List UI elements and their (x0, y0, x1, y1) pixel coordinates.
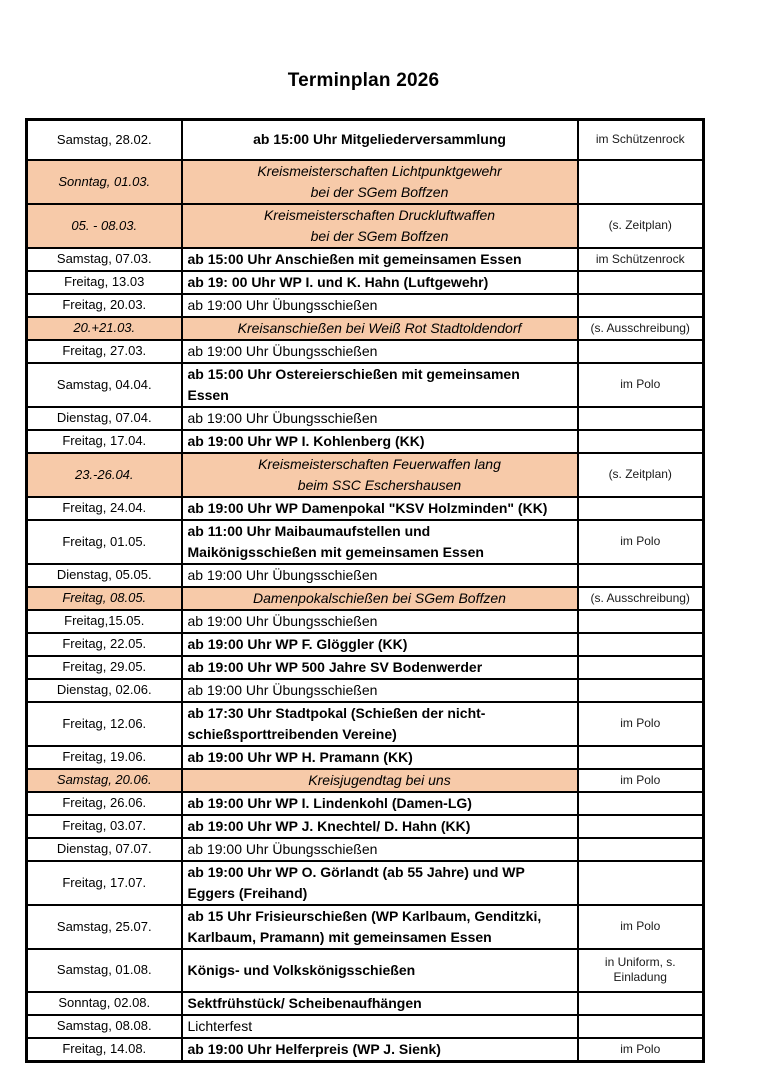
event-line: Kreismeisterschaften Feuerwaffen lang (258, 455, 501, 472)
table-row (27, 1038, 704, 1062)
table-row (27, 160, 704, 204)
note-line: (s. Ausschreibung) (590, 320, 690, 335)
event-cell (182, 248, 578, 271)
table-row (27, 610, 704, 633)
note-cell (578, 702, 704, 746)
event-line: ab 19:00 Uhr WP H. Pramann (KK) (187, 748, 413, 765)
note-cell (578, 746, 704, 769)
note-cell (578, 838, 704, 861)
event-cell (182, 792, 578, 815)
event-cell (182, 587, 578, 610)
date-cell: Samstag, 01.08. (27, 949, 182, 992)
table-row (27, 564, 704, 587)
terminplan-rows (27, 120, 704, 1062)
event-cell (182, 317, 578, 340)
note-cell (578, 160, 704, 204)
event-cell (182, 861, 578, 905)
note-cell (578, 905, 704, 949)
table-row (27, 702, 704, 746)
table-row (27, 769, 704, 792)
note-line: im Schützenrock (595, 251, 685, 266)
event-line: beim SSC Eschershausen (297, 476, 462, 493)
event-cell (182, 564, 578, 587)
event-cell (182, 769, 578, 792)
table-row (27, 815, 704, 838)
event-cell (182, 497, 578, 520)
event-line: ab 19:00 Uhr Übungsschießen (187, 840, 378, 857)
note-cell (578, 363, 704, 407)
note-cell (578, 587, 704, 610)
date-cell: Freitag, 01.05. (27, 520, 182, 564)
date-cell: Freitag, 22.05. (27, 633, 182, 656)
date-cell: Freitag, 17.07. (27, 861, 182, 905)
date-cell: 05. - 08.03. (27, 204, 182, 248)
date-cell: Freitag, 20.03. (27, 294, 182, 317)
event-cell (182, 905, 578, 949)
event-line: ab 19:00 Uhr WP O. Görlandt (ab 55 Jahre) und WP (187, 863, 525, 880)
event-cell (182, 610, 578, 633)
event-line: Maikönigsschießen mit gemeinsamen Essen (187, 543, 484, 560)
date-cell: Dienstag, 05.05. (27, 564, 182, 587)
date-cell: Samstag, 20.06. (27, 769, 182, 792)
note-line: im Polo (620, 716, 661, 730)
event-line: ab 19:00 Uhr Helferpreis (WP J. Sienk) (187, 1040, 441, 1057)
date-cell: 20.+21.03. (27, 317, 182, 340)
event-line: Kreismeisterschaften Lichtpunktgewehr (257, 162, 502, 179)
note-line: Einladung (613, 970, 667, 984)
table-row (27, 992, 704, 1015)
note-cell (578, 1038, 704, 1062)
note-line: im Polo (620, 1041, 661, 1056)
date-cell: Freitag, 24.04. (27, 497, 182, 520)
event-cell (182, 992, 578, 1015)
note-cell (578, 610, 704, 633)
event-line: Kreismeisterschaften Druckluftwaffen (263, 206, 496, 223)
event-line: ab 15 Uhr Frisieurschießen (WP Karlbaum, Genditzki, (187, 907, 542, 924)
event-cell (182, 160, 578, 204)
event-line: ab 19:00 Uhr Übungsschießen (187, 612, 378, 629)
table-row (27, 520, 704, 564)
event-line: ab 19:00 Uhr WP J. Knechtel/ D. Hahn (KK) (187, 817, 471, 834)
event-line: ab 19:00 Uhr Übungsschießen (187, 681, 378, 698)
table-row (27, 407, 704, 430)
table-row (27, 271, 704, 294)
note-line: im Polo (620, 377, 661, 391)
note-cell (578, 520, 704, 564)
note-cell (578, 407, 704, 430)
note-cell (578, 271, 704, 294)
event-cell (182, 430, 578, 453)
note-line: in Uniform, s. (604, 955, 676, 969)
table-row (27, 861, 704, 905)
table-row (27, 204, 704, 248)
event-line: Königs- und Volkskönigsschießen (187, 961, 416, 978)
table-row (27, 838, 704, 861)
note-cell (578, 204, 704, 248)
event-line: ab 11:00 Uhr Maibaumaufstellen und (187, 522, 431, 539)
event-cell (182, 1015, 578, 1038)
event-cell (182, 949, 578, 992)
event-line: ab 19:00 Uhr Übungsschießen (187, 566, 378, 583)
table-row (27, 633, 704, 656)
table-row (27, 430, 704, 453)
event-line: ab 19:00 Uhr Übungsschießen (187, 409, 378, 426)
note-line: (s. Zeitplan) (608, 467, 672, 481)
note-cell (578, 120, 704, 160)
event-cell (182, 815, 578, 838)
note-line: im Polo (620, 772, 661, 787)
table-row (27, 587, 704, 610)
event-line: Essen (187, 386, 229, 403)
event-line: ab 17:30 Uhr Stadtpokal (Schießen der nicht- (187, 704, 486, 721)
note-cell (578, 861, 704, 905)
note-cell (578, 294, 704, 317)
table-row (27, 120, 704, 160)
table-row (27, 453, 704, 497)
note-cell (578, 430, 704, 453)
event-line: ab 19:00 Uhr WP F. Glöggler (KK) (187, 635, 408, 652)
event-line: ab 19:00 Uhr WP I. Kohlenberg (KK) (187, 432, 425, 449)
event-cell (182, 363, 578, 407)
note-cell (578, 769, 704, 792)
event-line: Damenpokalschießen bei SGem Boffzen (253, 589, 506, 606)
date-cell: Samstag, 25.07. (27, 905, 182, 949)
note-cell (578, 679, 704, 702)
note-cell (578, 792, 704, 815)
note-line: (s. Ausschreibung) (590, 590, 690, 605)
event-cell (182, 407, 578, 430)
event-cell (182, 1038, 578, 1062)
date-cell: Samstag, 07.03. (27, 248, 182, 271)
event-line: ab 15:00 Uhr Anschießen mit gemeinsamen Essen (187, 250, 522, 267)
date-cell: Sonntag, 02.08. (27, 992, 182, 1015)
event-line: Lichterfest (187, 1017, 253, 1034)
note-cell (578, 633, 704, 656)
table-row (27, 949, 704, 992)
note-cell (578, 453, 704, 497)
event-cell (182, 271, 578, 294)
event-line: ab 19:00 Uhr WP I. Lindenkohl (Damen-LG) (187, 794, 472, 811)
date-cell: Freitag, 08.05. (27, 587, 182, 610)
date-cell: Dienstag, 07.04. (27, 407, 182, 430)
note-cell (578, 992, 704, 1015)
event-cell (182, 204, 578, 248)
event-cell (182, 633, 578, 656)
table-row (27, 294, 704, 317)
date-cell: Samstag, 04.04. (27, 363, 182, 407)
event-cell (182, 340, 578, 363)
event-line: Kreisanschießen bei Weiß Rot Stadtoldendorf (237, 319, 522, 336)
event-line: Kreisjugendtag bei uns (308, 771, 451, 788)
table-row (27, 363, 704, 407)
date-cell: 23.-26.04. (27, 453, 182, 497)
date-cell: Freitag, 26.06. (27, 792, 182, 815)
event-line: schießsporttreibenden Vereine) (187, 725, 397, 742)
note-cell (578, 340, 704, 363)
note-line: im Polo (620, 534, 661, 548)
date-cell: Freitag, 12.06. (27, 702, 182, 746)
event-line: ab 15:00 Uhr Mitgeliederversammlung (253, 131, 506, 148)
date-cell: Freitag, 19.06. (27, 746, 182, 769)
event-cell (182, 838, 578, 861)
note-cell (578, 564, 704, 587)
date-cell: Freitag, 27.03. (27, 340, 182, 363)
note-cell (578, 815, 704, 838)
note-cell (578, 317, 704, 340)
date-cell: Freitag, 13.03 (27, 271, 182, 294)
table-row (27, 905, 704, 949)
event-line: Eggers (Freihand) (187, 884, 308, 901)
event-cell (182, 746, 578, 769)
event-line: ab 19:00 Uhr Übungsschießen (187, 342, 378, 359)
event-cell (182, 120, 578, 160)
date-cell: Dienstag, 02.06. (27, 679, 182, 702)
event-line: ab 19: 00 Uhr WP I. und K. Hahn (Luftgewehr) (187, 273, 489, 290)
table-row (27, 497, 704, 520)
note-cell (578, 248, 704, 271)
date-cell: Freitag, 29.05. (27, 656, 182, 679)
note-cell (578, 1015, 704, 1038)
event-line: Sektfrühstück/ Scheibenaufhängen (187, 994, 422, 1011)
date-cell: Dienstag, 07.07. (27, 838, 182, 861)
note-line: im Schützenrock (595, 132, 685, 147)
event-cell (182, 294, 578, 317)
note-cell (578, 949, 704, 992)
note-line: (s. Zeitplan) (608, 218, 672, 232)
table-row (27, 746, 704, 769)
event-cell (182, 702, 578, 746)
event-cell (182, 656, 578, 679)
date-cell: Samstag, 28.02. (27, 120, 182, 160)
date-cell: Freitag, 03.07. (27, 815, 182, 838)
date-cell: Samstag, 08.08. (27, 1015, 182, 1038)
table-row (27, 317, 704, 340)
event-line: ab 19:00 Uhr Übungsschießen (187, 296, 378, 313)
terminplan-table (25, 118, 705, 1063)
table-row (27, 656, 704, 679)
event-cell (182, 453, 578, 497)
date-cell: Freitag, 14.08. (27, 1038, 182, 1062)
event-line: ab 19:00 Uhr WP 500 Jahre SV Bodenwerder (187, 658, 483, 675)
date-cell: Sonntag, 01.03. (27, 160, 182, 204)
page-title: Terminplan 2026 (287, 70, 440, 91)
event-line: Karlbaum, Pramann) mit gemeinsamen Essen (187, 928, 492, 945)
note-cell (578, 656, 704, 679)
event-cell (182, 679, 578, 702)
note-cell (578, 497, 704, 520)
date-cell: Freitag,15.05. (27, 610, 182, 633)
event-line: ab 19:00 Uhr WP Damenpokal "KSV Holzminden" (KK) (187, 499, 548, 516)
note-line: im Polo (620, 919, 661, 933)
event-line: ab 15:00 Uhr Ostereierschießen mit gemeinsamen (187, 365, 520, 382)
table-row (27, 792, 704, 815)
date-cell: Freitag, 17.04. (27, 430, 182, 453)
event-line: bei der SGem Boffzen (310, 183, 449, 200)
table-row (27, 340, 704, 363)
table-row (27, 248, 704, 271)
table-row (27, 1015, 704, 1038)
event-line: bei der SGem Boffzen (310, 227, 449, 244)
event-cell (182, 520, 578, 564)
table-row (27, 679, 704, 702)
